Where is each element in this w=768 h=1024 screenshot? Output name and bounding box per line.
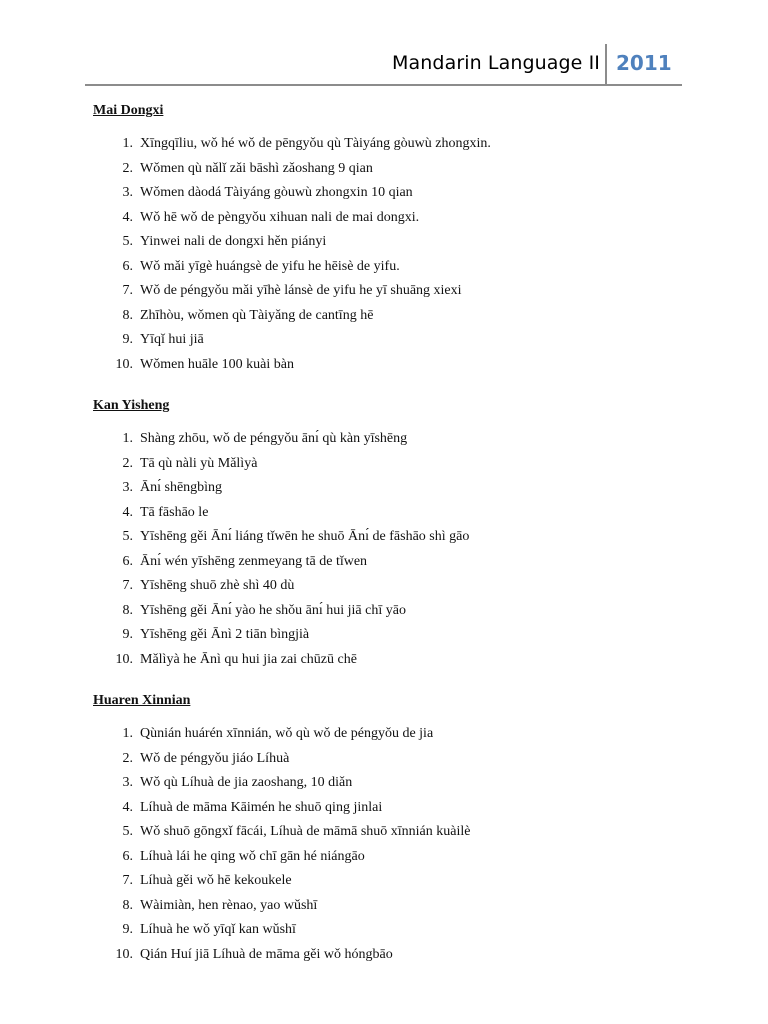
- item-number: 7.: [122, 578, 133, 593]
- item-number: 5.: [122, 824, 133, 839]
- item-text: Tā qù nàli yù Mǎlìyà: [140, 455, 258, 471]
- item-number: 10.: [115, 356, 133, 372]
- list-item: [93, 184, 413, 209]
- item-number: 2.: [122, 455, 133, 471]
- section-kan-yisheng: [93, 397, 470, 675]
- item-text: Wǒ qù Líhuà de jia zaoshang, 10 diǎn: [140, 775, 353, 790]
- item-text: Líhuà de māma Kāimén he shuō qing jinlai: [140, 799, 383, 815]
- document-year: 2011: [616, 51, 672, 75]
- list-item: [93, 626, 310, 651]
- list-item: [93, 651, 357, 676]
- item-text: Wǒ shuō gōngxǐ fācái, Líhuà de māmā shuō xīnnián kuàilè: [140, 824, 471, 839]
- item-number: 3.: [122, 480, 133, 495]
- item-number: 8.: [122, 602, 133, 618]
- item-number: 7.: [122, 873, 133, 888]
- item-number: 2.: [122, 750, 133, 766]
- item-text: Líhuà lái he qing wǒ chī gān hé niángāo: [140, 848, 365, 864]
- list-item: [93, 946, 393, 971]
- list-item: [93, 553, 368, 578]
- list-item: [93, 258, 400, 283]
- list-item: [93, 848, 365, 873]
- list-item: [93, 282, 462, 307]
- item-number: 6.: [122, 553, 133, 569]
- item-number: 4.: [122, 799, 133, 815]
- item-number: 3.: [122, 185, 133, 200]
- item-text: Qián Huí jiā Líhuà de māma gěi wǒ hóngbāo: [140, 946, 393, 962]
- list-item: [93, 799, 383, 824]
- item-text: Qùnián huárén xīnnián, wǒ qù wǒ de péngyǒu de jia: [140, 726, 434, 741]
- list-item: [93, 504, 209, 529]
- item-text: Líhuà he wǒ yīqǐ kan wǔshī: [140, 922, 296, 937]
- list-item: [93, 823, 471, 848]
- list-item: [93, 209, 420, 234]
- list-item: [93, 307, 374, 332]
- list-item: [93, 430, 408, 455]
- list-item: [93, 356, 294, 381]
- section-title: Mai Dongxi: [93, 103, 164, 118]
- item-text: Yīqǐ hui jiā: [140, 332, 204, 347]
- item-number: 1.: [122, 431, 133, 446]
- list-item: [93, 872, 292, 897]
- item-text: Wǒ mǎi yīgè huángsè de yifu he hēisè de yifu.: [140, 258, 400, 274]
- sentence-list: [93, 430, 470, 675]
- item-number: 1.: [122, 726, 133, 741]
- item-text: Ānı́ wén yīshēng zenmeyang tā de tǐwen: [140, 553, 368, 569]
- sentence-list: [93, 135, 491, 380]
- page-header: [85, 44, 682, 86]
- item-text: Yinwei nali de dongxi hěn piányi: [140, 234, 327, 249]
- section-huaren-xinnian: [93, 692, 471, 970]
- item-text: Wǒ hē wǒ de pèngyǒu xihuan nali de mai dongxi.: [140, 209, 420, 225]
- item-number: 9.: [122, 627, 133, 642]
- list-item: [93, 774, 353, 799]
- document-title: Mandarin Language II: [392, 52, 600, 74]
- item-text: Yīshēng gěi Ānı́ liáng tǐwēn he shuō Ānı́ de fāshāo shì gāo: [140, 529, 470, 544]
- item-number: 1.: [122, 136, 133, 151]
- list-item: [93, 921, 296, 946]
- header-divider: [605, 44, 607, 84]
- section-mai-dongxi: [93, 102, 491, 380]
- item-number: 2.: [122, 160, 133, 176]
- list-item: [93, 528, 470, 553]
- item-text: Ānı́ shēngbìng: [140, 480, 223, 495]
- item-text: Shàng zhōu, wǒ de péngyǒu ānı́ qù kàn yīshēng: [140, 431, 408, 446]
- list-item: [93, 160, 373, 185]
- item-text: Yīshēng gěi Ānì 2 tiān bìngjià: [140, 627, 310, 642]
- list-item: [93, 725, 434, 750]
- item-number: 5.: [122, 234, 133, 249]
- item-number: 6.: [122, 848, 133, 864]
- item-number: 4.: [122, 209, 133, 225]
- list-item: [93, 750, 290, 775]
- item-text: Líhuà gěi wǒ hē kekoukele: [140, 873, 292, 888]
- item-number: 8.: [122, 897, 133, 913]
- item-text: Xīngqīliu, wǒ hé wǒ de pēngyǒu qù Tàiyáng gòuwù zhongxin.: [140, 136, 491, 151]
- item-text: Zhīhòu, wǒmen qù Tàiyǎng de cantīng hē: [140, 307, 374, 323]
- section-title: Kan Yisheng: [93, 398, 170, 413]
- item-text: Yīshēng shuō zhè shì 40 dù: [140, 578, 295, 593]
- list-item: [93, 233, 327, 258]
- item-number: 4.: [122, 504, 133, 520]
- list-item: [93, 479, 223, 504]
- item-text: Wǒmen huāle 100 kuài bàn: [140, 356, 294, 372]
- list-item: [93, 577, 295, 602]
- section-title: Huaren Xinnian: [93, 693, 191, 708]
- item-text: Yīshēng gěi Ānı́ yào he shǒu ānı́ hui jiā chī yāo: [140, 602, 406, 618]
- item-number: 10.: [115, 651, 133, 667]
- item-text: Wǒmen dàodá Tàiyáng gòuwù zhongxin 10 qian: [140, 185, 413, 200]
- list-item: [93, 135, 491, 160]
- item-text: Tā fāshāo le: [140, 504, 209, 520]
- item-number: 10.: [115, 946, 133, 962]
- item-text: Wǒ de péngyǒu mǎi yīhè lánsè de yifu he yī shuāng xiexi: [140, 283, 462, 298]
- list-item: [93, 602, 406, 627]
- item-number: 8.: [122, 307, 133, 323]
- item-number: 7.: [122, 283, 133, 298]
- list-item: [93, 331, 204, 356]
- item-text: Wǒ de péngyǒu jiáo Líhuà: [140, 750, 290, 766]
- list-item: [93, 897, 318, 922]
- item-number: 3.: [122, 775, 133, 790]
- item-number: 9.: [122, 332, 133, 347]
- list-item: [93, 455, 258, 480]
- item-text: Wǒmen qù nǎlǐ zǎi bāshì zǎoshang 9 qian: [140, 160, 373, 176]
- item-number: 5.: [122, 529, 133, 544]
- item-text: Wàimiàn, hen rènao, yao wǔshī: [140, 897, 318, 913]
- item-number: 9.: [122, 922, 133, 937]
- sentence-list: [93, 725, 471, 970]
- item-number: 6.: [122, 258, 133, 274]
- item-text: Mǎlìyà he Ānì qu hui jia zai chūzū chē: [140, 651, 357, 667]
